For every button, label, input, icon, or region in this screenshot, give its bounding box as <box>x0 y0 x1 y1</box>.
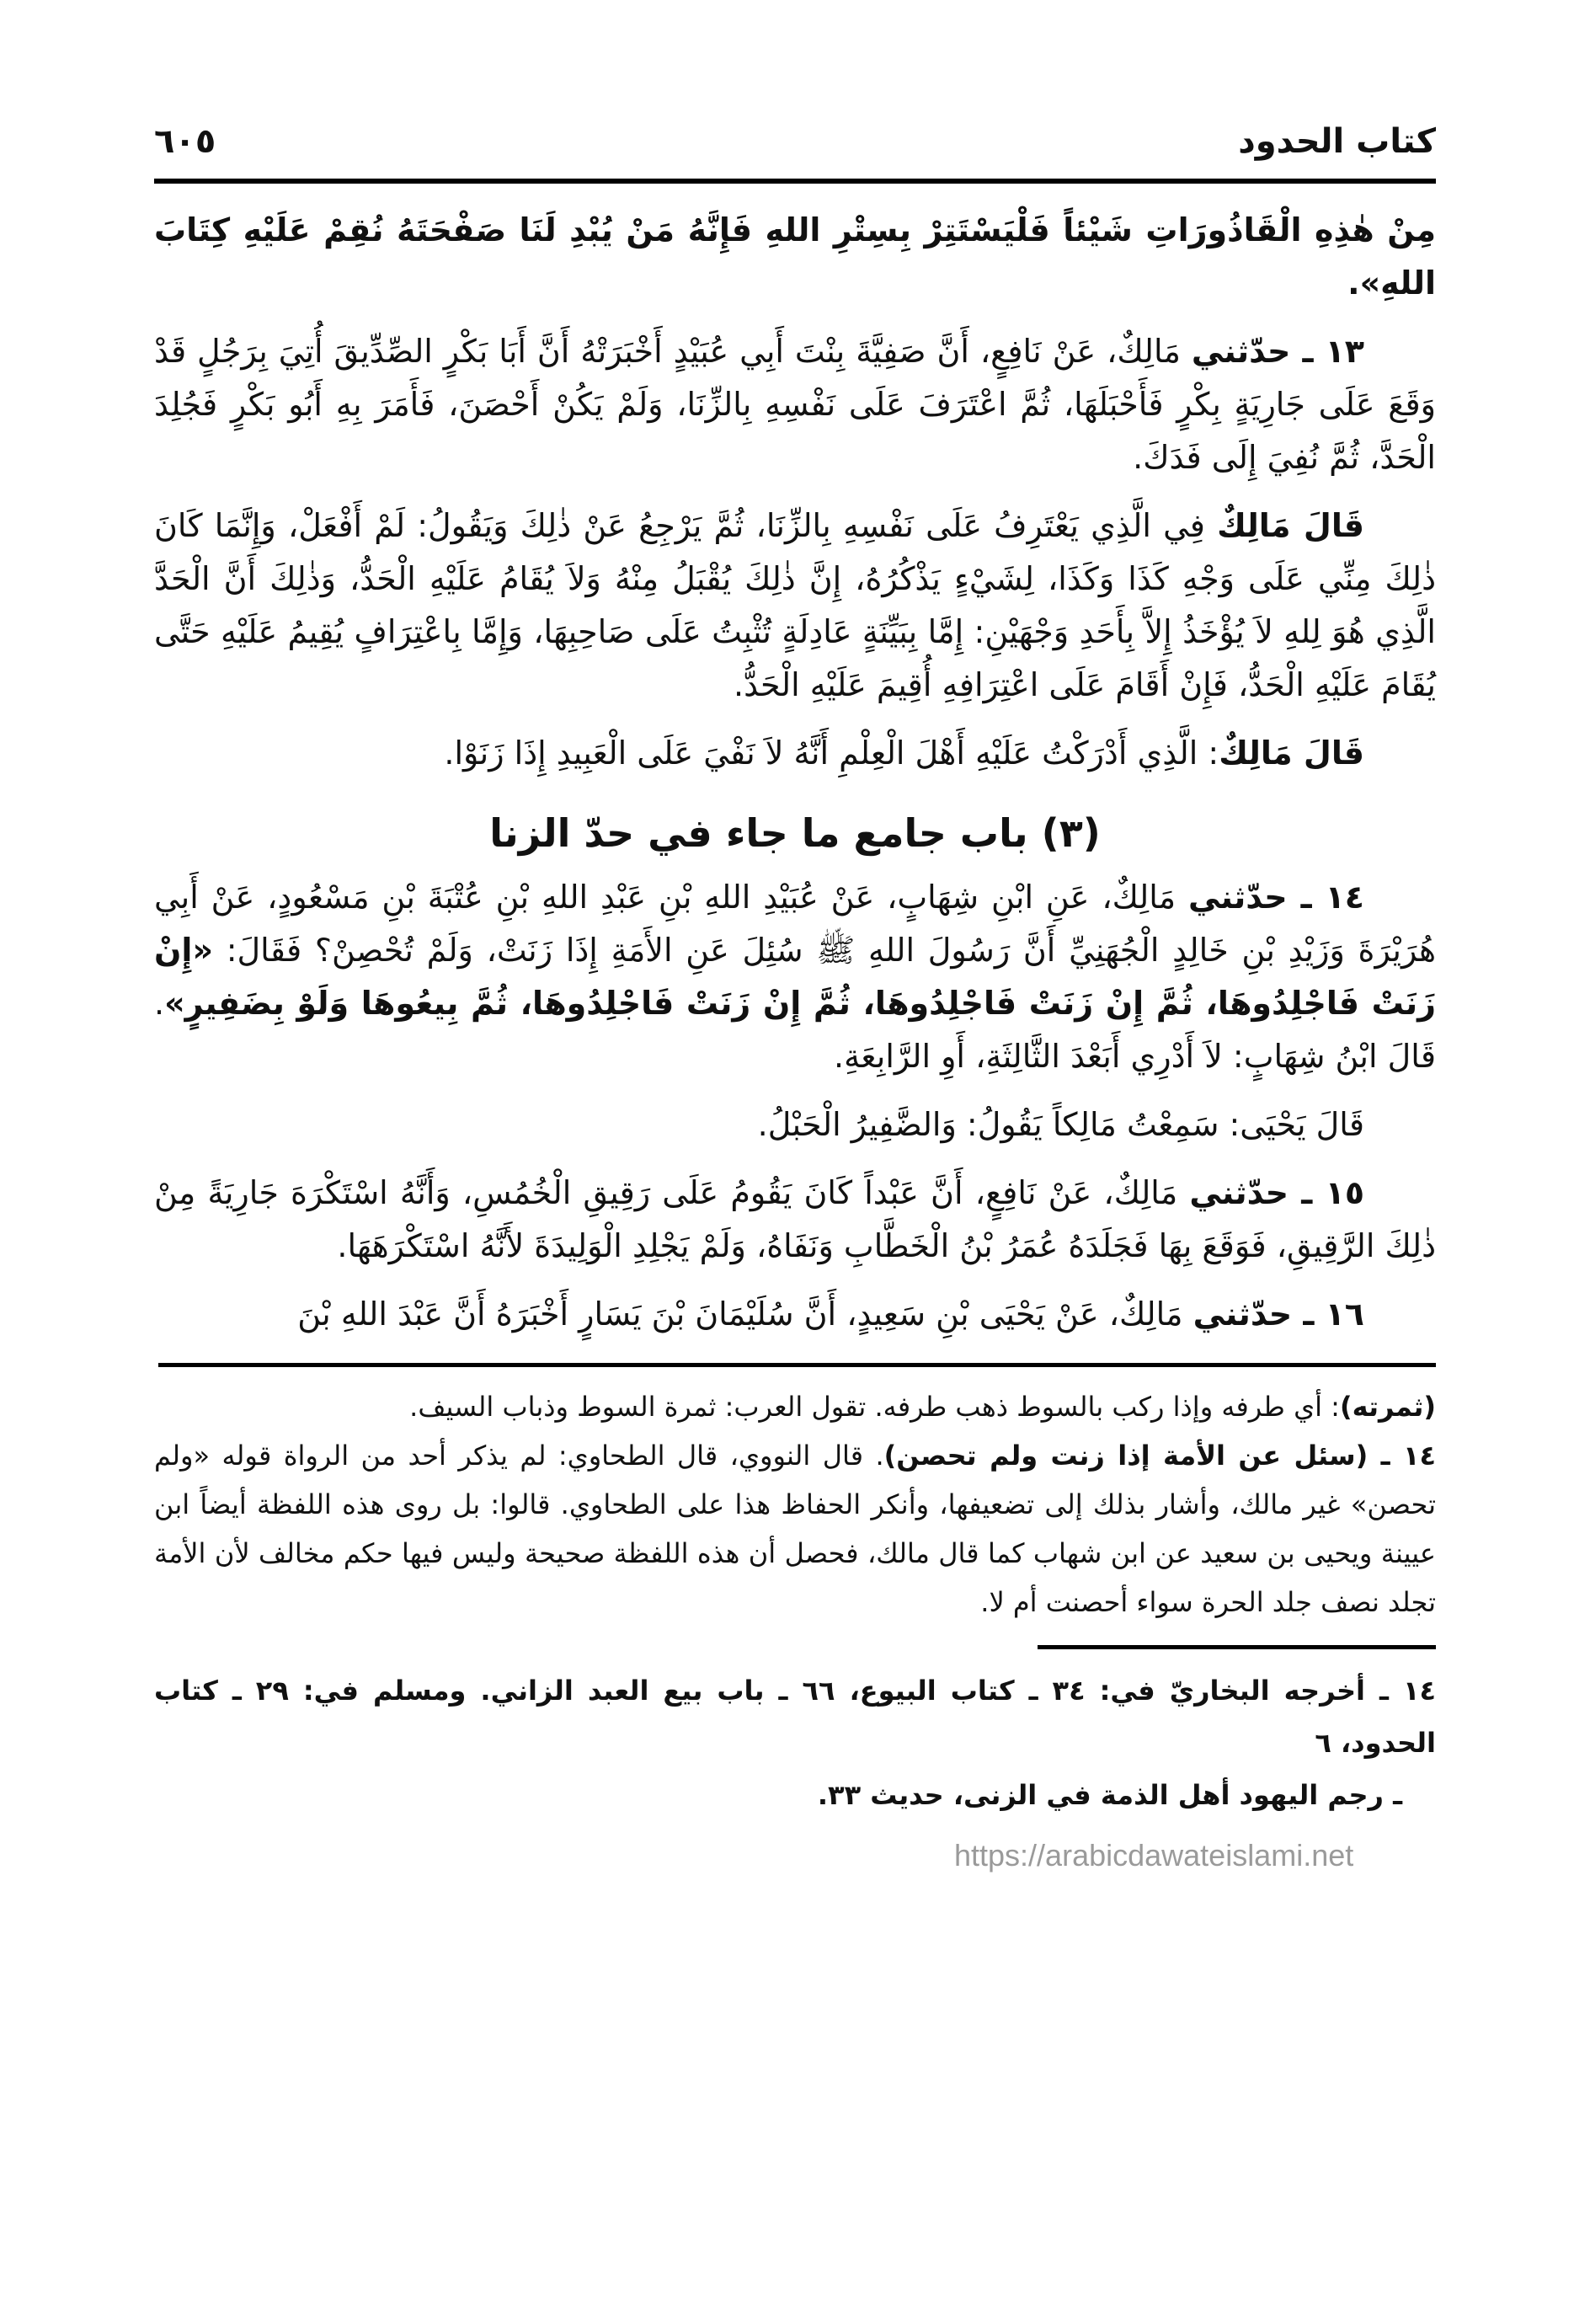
footnote-1 <box>154 1382 1436 1431</box>
footnote-lead: ١٤ ـ (سئل عن الأمة إذا زنت ولم تحصن) <box>883 1440 1437 1472</box>
source-divider <box>1038 1645 1436 1649</box>
book-page <box>154 0 1436 1926</box>
hadith-text: مَالِكٌ، عَنْ يَحْيَى بْنِ سَعِيدٍ، أَنَّ سُلَيْمَانَ بْنَ يَسَارٍ أَخْبَرَهُ أَنَّ عَبْدَ اللهِ بْنَ <box>297 1296 1193 1333</box>
hadith-16 <box>154 1288 1436 1341</box>
hadith-13 <box>154 325 1436 484</box>
yahya-note: قَالَ يَحْيَى: سَمِعْتُ مَالِكاً يَقُولُ: وَالضَّفِيرُ الْحَبْلُ. <box>757 1106 1364 1143</box>
commentary-lead: قَالَ مَالِكٌ <box>1217 507 1364 544</box>
hadith-text: مَالِكٌ، عَنْ نَافِعٍ، أَنَّ صَفِيَّةَ بِنْتَ أَبِي عُبَيْدٍ أَخْبَرَتْهُ أَنَّ أَبَا بَكْرٍ الصِّدِّيقَ أُتِيَ بِرَجُلٍ قَدْ وَقَعَ عَلَى جَارِيَةٍ بِكْرٍ فَأَحْبَلَهَا، ثُمَّ اعْتَرَفَ عَلَى نَفْسِهِ بِالزِّنَا، وَلَمْ يَكُنْ أَحْصَنَ، فَأَمَرَ بِهِ أَبُو بَكْرٍ فَجُلِدَ الْحَدَّ، ثُمَّ نُفِيَ إِلَى فَدَكَ. <box>154 333 1436 476</box>
footnote-text: . قال النووي، قال الطحاوي: لم يذكر أحد من الرواة قوله «ولم تحصن» غير مالك، وأشار بذلك إلى تضعيفها، وأنكر الحفاظ هذا على الطحاوي. قالوا: بل روى هذه اللفظة أيضاً ابن عيينة ويحيى بن سعيد عن ابن شهاب كما قال مالك، فحصل أن هذه اللفظة صحيحة وليس فيها حكم مخالف لأن الأمة تجلد نصف جلد الحرة سواء أحصنت أم لا. <box>154 1440 1436 1618</box>
malik-commentary-2 <box>154 727 1436 780</box>
hadith-continuation: مِنْ هٰذِهِ الْقَاذُورَاتِ شَيْئاً فَلْيَسْتَتِرْ بِسِتْرِ اللهِ فَإِنَّهُ مَنْ يُبْدِ لَنَا صَفْحَتَهُ نُقِمْ عَلَيْهِ كِتَابَ اللهِ». <box>154 211 1436 302</box>
header-divider <box>154 179 1436 184</box>
malik-commentary-1 <box>154 500 1436 712</box>
hadith-number: ١٣ ـ حدّثني <box>1191 333 1364 370</box>
hadith-number: ١٥ ـ حدّثني <box>1189 1174 1365 1211</box>
page-number: ٦٠٥ <box>154 122 216 161</box>
hadith-tail: . قَالَ ابْنُ شِهَابٍ: لاَ أَدْرِي أَبَعْدَ الثَّالِثَةِ، أَوِ الرَّابِعَةِ. <box>154 985 1436 1075</box>
footnote-divider <box>158 1363 1436 1367</box>
source-line: ١٤ ـ أخرجه البخاريّ في: ٣٤ ـ كتاب البيوع، ٦٦ ـ باب بيع العبد الزاني. ومسلم في: ٢٩ ـ كتاب الحدود، ٦ <box>154 1675 1437 1759</box>
watermark-url: https://arabicdawateislami.net <box>954 1838 1354 1873</box>
source-references <box>154 1664 1436 1821</box>
running-header <box>154 118 1436 172</box>
footnotes <box>154 1382 1436 1627</box>
commentary-text: : الَّذِي أَدْرَكْتُ عَلَيْهِ أَهْلَ الْعِلْمِ أَنَّهُ لاَ نَفْيَ عَلَى الْعَبِيدِ إِذَا زَنَوْا. <box>444 735 1219 772</box>
hadith-number: ١٦ ـ حدّثني <box>1192 1296 1364 1333</box>
main-text <box>154 204 1436 1341</box>
footnote-2 <box>154 1431 1436 1627</box>
footnote-text: : أي طرفه وإذا ركب بالسوط ذهب طرفه. تقول العرب: ثمرة السوط وذباب السيف. <box>409 1391 1340 1423</box>
commentary-lead: قَالَ مَالِكٌ <box>1219 735 1364 772</box>
hadith-number: ١٤ ـ حدّثني <box>1188 879 1364 916</box>
chapter-heading: (٣) باب جامع ما جاء في حدّ الزنا <box>489 810 1101 856</box>
source-line-continued: ـ رجم اليهود أهل الذمة في الزنى، حديث ٣٣. <box>817 1779 1402 1811</box>
book-section-title: كتاب الحدود <box>1238 122 1436 161</box>
hadith-14 <box>154 871 1436 1083</box>
hadith-text: مَالِكٌ، عَنْ نَافِعٍ، أَنَّ عَبْداً كَانَ يَقُومُ عَلَى رَقِيقِ الْخُمُسِ، وَأَنَّهُ اسْتَكْرَهَ جَارِيَةً مِنْ ذٰلِكَ الرَّقِيقِ، فَوَقَعَ بِهَا فَجَلَدَهُ عُمَرُ بْنُ الْخَطَّابِ وَنَفَاهُ، وَلَمْ يَجْلِدِ الْوَلِيدَةَ لأَنَّهُ اسْتَكْرَهَهَا. <box>154 1174 1436 1264</box>
footnote-lead: (ثمرته) <box>1339 1391 1436 1423</box>
hadith-15 <box>154 1167 1436 1273</box>
commentary-text: فِي الَّذِي يَعْتَرِفُ عَلَى نَفْسِهِ بِالزِّنَا، ثُمَّ يَرْجِعُ عَنْ ذٰلِكَ وَيَقُولُ: لَمْ أَفْعَلْ، وَإِنَّمَا كَانَ ذٰلِكَ مِنِّي عَلَى وَجْهِ كَذَا وَكَذَا، لِشَيْءٍ يَذْكُرُهُ، إِنَّ ذٰلِكَ يُقْبَلُ مِنْهُ وَلاَ يُقَامُ عَلَيْهِ الْحَدُّ، وَذٰلِكَ أَنَّ الْحَدَّ الَّذِي هُوَ لِلهِ لاَ يُؤْخَذُ إِلاَّ بِأَحَدِ وَجْهَيْنِ: إِمَّا بِبَيِّنَةٍ عَادِلَةٍ تُثْبِتُ عَلَى صَاحِبِهَا، وَإِمَّا بِاعْتِرَافٍ يُقِيمُ عَلَيْهِ حَتَّى يُقَامَ عَلَيْهِ الْحَدُّ، فَإِنْ أَقَامَ عَلَى اعْتِرَافِهِ أُقِيمَ عَلَيْهِ الْحَدُّ. <box>154 507 1436 703</box>
hadith-text: مَالِكٌ، عَنِ ابْنِ شِهَابٍ، عَنْ عُبَيْدِ اللهِ بْنِ عَبْدِ اللهِ بْنِ عُتْبَةَ بْنِ مَسْعُودٍ، عَنْ أَبِي هُرَيْرَةَ وَزَيْدِ بْنِ خَالِدٍ الْجُهَنِيِّ أَنَّ رَسُولَ اللهِ ﷺ سُئِلَ عَنِ الأَمَةِ إِذَا زَنَتْ، وَلَمْ تُحْصِنْ؟ فَقَالَ: <box>154 879 1436 969</box>
prophetic-quote: «إِنْ زَنَتْ فَاجْلِدُوهَا، ثُمَّ إِنْ زَنَتْ فَاجْلِدُوهَا، ثُمَّ إِنْ زَنَتْ فَاجْلِدُوهَا، ثُمَّ بِيعُوهَا وَلَوْ بِضَفِيرٍ» <box>154 932 1436 1022</box>
